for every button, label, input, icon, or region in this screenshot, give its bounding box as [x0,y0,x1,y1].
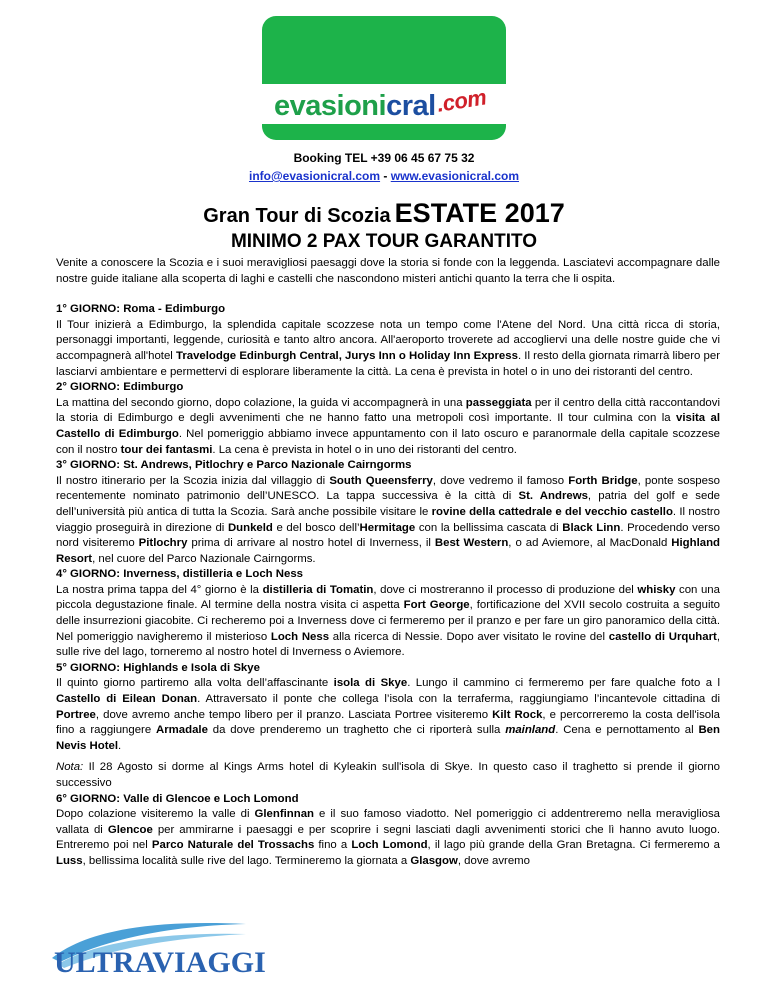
highlight-text: South Queensferry [329,474,433,487]
body-text: , il lago più grande della Gran Bretagna. Ci fermeremo a [427,839,720,852]
body-text: e il suo famoso viadotto. Nel pomeriggio ci addentreremo nella meravigliosa vallata di [56,808,720,836]
body-text: , sulle rive del lago, torneremo al nostro hotel di Inverness o Aviemore. [56,630,720,659]
body-text: . Il nostro viaggio proseguirà in direzione di [56,505,721,534]
body-text: Dopo colazione visiteremo la valle di [56,808,255,821]
day-heading: 1° GIORNO: Roma - Edimburgo [56,303,226,316]
body-text: con la bellissima cascata di [415,521,563,534]
body-text: prima di arrivare al nostro hotel di Inverness, il [187,537,435,550]
highlight-text: Glasgow [410,854,458,867]
body-text: . [118,739,122,752]
highlight-text: Glenfinnan [254,808,315,821]
body-text: alla ricerca di Nessie. Dopo aver visitato le rovine del [329,630,609,643]
itinerary-body [56,256,720,870]
highlight-text: Portree [56,708,96,721]
highlight-text: visita al Castello di Edimburgo [56,412,720,440]
day-heading: 2° GIORNO: Edimburgo [56,381,184,394]
note-text: Il 28 Agosto si dorme al Kings Arms hotel di Kyleakin sull'isola di Skye. In questo caso il traghetto si prende il giorno successivo [56,761,720,789]
highlight-text: Best Western [434,537,509,550]
day-2 [56,380,720,458]
body-text: , e percorreremo la costa dell'isola fino a raggiungere [56,708,720,737]
body-text: , ponte sospeso recentemente nominato patrimonio dell’UNESCO. La tappa successiva è la città di [56,474,720,503]
booking-phone: Booking TEL +39 06 45 67 75 32 [293,151,475,165]
body-text: . Il resto della giornata rimarrà libero per lasciarvi ambientare e permettervi di esplorare liberamente la città. La cena è prevista in hotel o in uno dei ristoranti del centro. [56,349,721,378]
body-text: . Cena e pernottamento al [555,724,699,737]
body-text: , dove vedremo il famoso [432,474,569,487]
highlight-text: Kilt Rock [492,708,543,721]
logo-part-cral: cral [386,90,436,122]
ultraviaggi-logo: ULTRAVIAGGI [54,946,266,979]
highlight-text: isola di Skye [333,677,408,690]
highlight-text: Fort George [403,599,470,612]
highlight-text: Castello di Eilean Donan [56,693,198,706]
highlight-text: Pitlochry [138,537,188,550]
title-season: ESTATE 2017 [394,198,565,228]
day-3 [56,458,720,567]
title-tour: Gran Tour di Scozia [203,205,391,227]
day-5 [56,661,720,755]
body-text: . Lungo il cammino ci fermeremo per fare qualche foto a l [407,677,720,690]
body-text: Il Tour inizierà a Edimburgo, la splendida capitale scozzese nota un tempo come l'Atene del Nord. Una città ricca di storia, personaggi importanti, leggende, curiosità e tanto altro ancora. All'aeroporto troverete ad accogliervi una delle nostre guide che vi accompagnerà all'hotel [56,318,720,362]
body-text: La mattina del secondo giorno, dopo colazione, la guida vi accompagnerà in una [56,396,466,409]
days-list [56,302,720,754]
body-text: Il nostro itinerario per la Scozia inizia dal villaggio di [56,474,330,487]
body-text: per il centro della città raccontandovi la storia di Edimburgo e degli avvenimenti che ne hanno fatto una metropoli così importante. Il tour culmina con la [56,396,720,425]
day-paragraph [56,676,720,754]
day-6 [56,792,720,870]
day-paragraph [56,807,720,869]
day-heading: 5° GIORNO: Highlands e Isola di Skye [56,661,260,674]
body-text: , fortificazione del XVII secolo costruita a seguito delle insurrezioni giacobite. Ci recheremo poi a Inverness dove ci fermeremo per il pranzo e per fare un giro panoramico della città. Nel pomeriggio navigheremo il misterioso [56,599,721,643]
body-text: . Attraversato il ponte che collega l’isola con la terraferma, raggiungiamo l’incantevole cittadina di [197,693,720,706]
highlight-text: Forth Bridge [568,474,638,487]
body-text: e del bosco dell’ [272,521,360,534]
day-paragraph [56,396,720,458]
note-label: Nota: [56,761,84,774]
highlight-text: Glencoe [107,823,153,836]
body-text: . La cena è prevista in hotel o in uno dei ristoranti del centro. [212,443,517,456]
logo-part-evasioni: evasioni [274,90,387,122]
day-paragraph [56,583,720,661]
body-text: Il quinto giorno partiremo alla volta dell’affascinante [56,677,334,690]
highlight-text: tour dei fantasmi [120,443,213,456]
day-4 [56,567,720,661]
highlight-text: Loch Ness [270,630,330,643]
body-text: per ammirarne i paesaggi e per scoprire i segni lasciati dagli avvenimenti storici che lì hanno avuto luogo. Entreremo poi nel [56,823,720,852]
highlight-text: Armadale [156,724,208,737]
highlight-text: passeggiata [465,396,532,409]
body-text: con una piccola degustazione finale. Al termine della nostra visita ci aspetta [56,583,720,612]
day-heading: 4° GIORNO: Inverness, distilleria e Loch Ness [56,568,304,581]
highlight-text: Ben Nevis Hotel [56,724,720,752]
body-text: , dove ci mostreranno il processo di produzione del [373,583,638,596]
body-text: , nel cuore del Parco Nazionale Cairngorms. [92,552,316,565]
logo-wordmark [274,84,488,123]
body-text: da dove prenderemo un traghetto che ci riporterà sulla [207,724,506,737]
day-heading: 3° GIORNO: St. Andrews, Pitlochry e Parco Nazionale Cairngorms [56,459,412,472]
logo-part-com: .com [434,84,488,117]
body-text: , patria del golf e sede dell’università più antica di tutta la Scozia. Sarà anche possibile visitare le [56,490,720,518]
highlight-text: Parco Naturale del Trossachs [151,839,315,852]
highlight-text: Hermitage [359,521,416,534]
day-paragraph [56,318,720,380]
day-1 [56,302,720,380]
page-title [0,198,768,229]
highlight-text: Travelodge Edinburgh Central, Jurys Inn o Holiday Inn Express [176,349,518,362]
body-text: , dove avremo [457,854,531,867]
highlight-text: Dunkeld [227,521,273,534]
body-text: , dove avremo anche tempo libero per il pranzo. Lasciata Portree visiteremo [95,708,493,721]
day-heading: 6° GIORNO: Valle di Glencoe e Loch Lomond [56,792,299,805]
body-text: , o ad Aviemore, al MacDonald [508,537,672,550]
page-subtitle: MINIMO 2 PAX TOUR GARANTITO [230,231,538,252]
body-text: fino a [314,839,352,852]
day-paragraph [56,474,720,568]
highlight-text: whisky [637,583,676,596]
highlight-text: Loch Lomond [351,839,428,852]
intro-paragraph: Venite a conoscere la Scozia e i suoi meravigliosi paesaggi dove la storia si fonde con la leggenda. Lasciatevi accompagnare dalle nostre guide italiane alla scoperta di laghi e castelli che nascondono misteri antichi quanto la terra che li ospita. [56,257,720,285]
contact-links [0,169,768,183]
body-text: , bellissima località sulle rive del lago. Termineremo la giornata a [82,854,411,867]
highlight-text: mainland [505,724,556,737]
highlight-text: rovine della cattedrale e del vecchio castello [431,505,673,518]
note-paragraph [56,760,720,791]
body-text: La nostra prima tappa del 4° giorno è la [56,583,263,596]
highlight-text: Highland Resort [56,537,721,565]
body-text: . Procedendo verso nord visiteremo [56,521,720,550]
highlight-text: St. Andrews [518,490,588,503]
highlight-text: Luss [56,854,83,867]
website-link[interactable]: www.evasionicral.com [390,169,520,183]
body-text: . Nel pomeriggio abbiamo invece appuntamento con il lato oscuro e paranormale della capitale scozzese con il nostro [56,427,720,456]
highlight-text: Black Linn [562,521,621,534]
email-link[interactable]: info@evasionicral.com [248,169,381,183]
contact-separator: - [380,169,391,183]
highlight-text: castello di Urquhart [608,630,717,643]
highlight-text: distilleria di Tomatin [262,583,374,596]
